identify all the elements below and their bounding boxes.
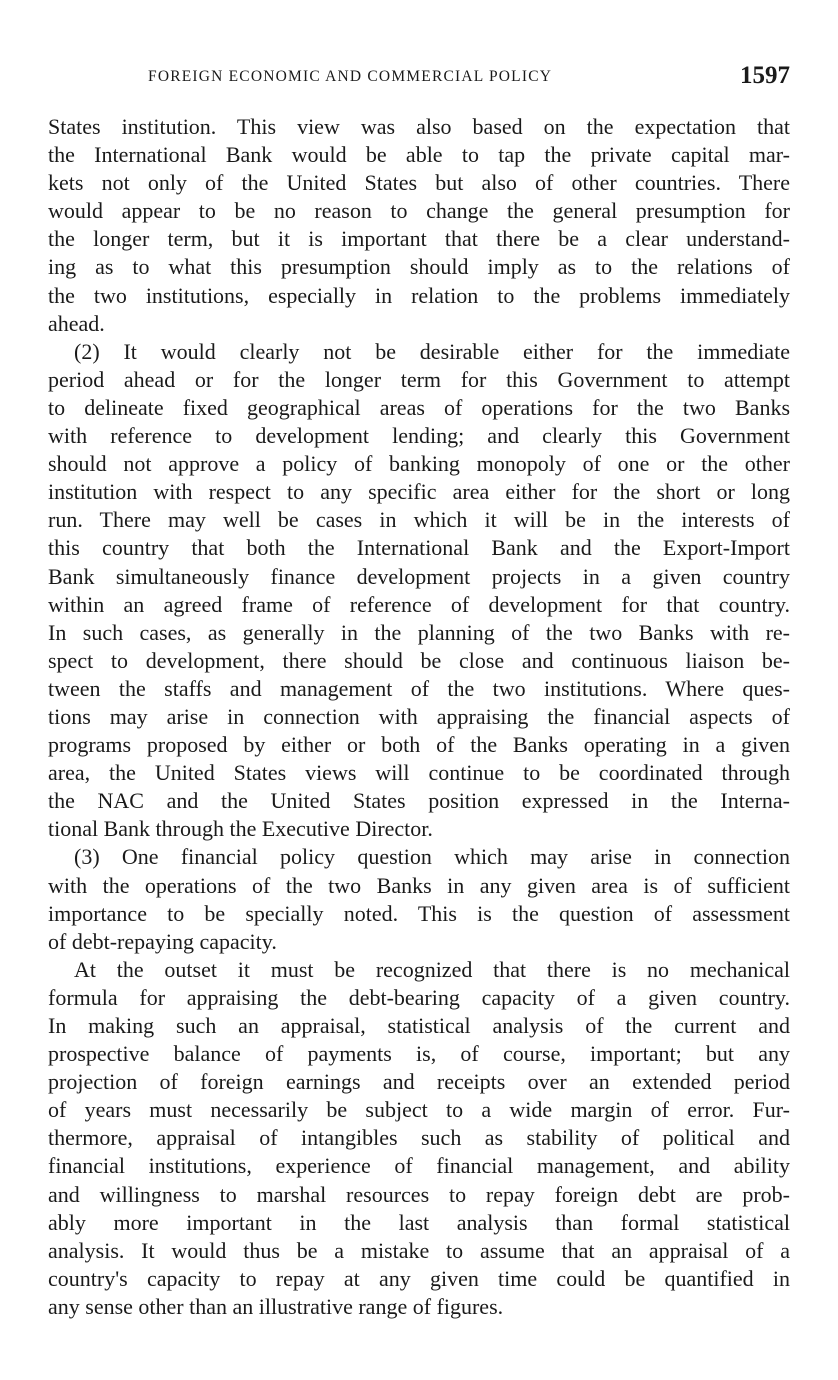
- text-line: thermore, appraisal of intangibles such as stability of political and: [48, 1125, 790, 1151]
- text-line: period ahead or for the longer term for this Government to attempt: [48, 366, 790, 392]
- text-line: within an agreed frame of reference of development for that country.: [48, 591, 790, 617]
- text-line: this country that both the International Bank and the Export-Import: [48, 535, 790, 561]
- text-line: In such cases, as generally in the planning of the two Banks with re-: [48, 619, 790, 645]
- text-line: run. There may well be cases in which it will be in the interests of: [48, 507, 790, 533]
- text-line: tween the staffs and management of the two institutions. Where ques-: [48, 675, 790, 701]
- text-line: to delineate fixed geographical areas of operations for the two Banks: [48, 394, 790, 420]
- text-line: tions may arise in connection with appraising the financial aspects of: [48, 703, 790, 729]
- text-line: would appear to be no reason to change the general presumption for: [48, 198, 790, 224]
- text-line: At the outset it must be recognized that there is no mechanical: [74, 956, 790, 982]
- text-line: area, the United States views will continue to be coordinated through: [48, 760, 790, 786]
- text-line: In making such an appraisal, statistical analysis of the current and: [48, 1013, 790, 1038]
- text-line: formula for appraising the debt-bearing capacity of a given country.: [48, 984, 790, 1010]
- text-line: and willingness to marshal resources to repay foreign debt are prob-: [48, 1181, 790, 1207]
- text-line: Bank simultaneously finance development projects in a given country: [48, 563, 790, 589]
- page-body: [48, 113, 790, 1321]
- text-line: the NAC and the United States position expressed in the Interna-: [48, 788, 790, 814]
- text-line: prospective balance of payments is, of course, important; but any: [48, 1041, 790, 1067]
- text-line: the longer term, but it is important that there be a clear understand-: [48, 226, 790, 252]
- text-line: should not approve a policy of banking monopoly of one or the other: [48, 451, 790, 477]
- text-line: States institution. This view was also based on the expectation that: [48, 114, 790, 139]
- paragraph: [48, 843, 790, 955]
- paragraph: [48, 113, 790, 338]
- running-title: FOREIGN ECONOMIC AND COMMERCIAL POLICY: [148, 68, 553, 85]
- text-line: with the operations of the two Banks in any given area is of sufficient: [48, 872, 790, 898]
- text-line: programs proposed by either or both of the Banks operating in a given: [48, 732, 790, 758]
- paragraph: [48, 956, 790, 1321]
- text-line: (3) One financial policy question which may arise in connection: [74, 844, 790, 870]
- text-line: ably more important in the last analysis than formal statistical: [48, 1209, 790, 1235]
- text-line: financial institutions, experience of financial management, and ability: [48, 1153, 790, 1179]
- text-line: ing as to what this presumption should imply as to the relations of: [48, 254, 790, 280]
- text-line: spect to development, there should be close and continuous liaison be-: [48, 647, 790, 673]
- text-line: (2) It would clearly not be desirable either for the immediate: [74, 338, 790, 364]
- text-line: the two institutions, especially in relation to the problems immediately: [48, 282, 790, 308]
- text-line: ahead.: [48, 310, 105, 336]
- text-line: institution with respect to any specific area either for the short or long: [48, 479, 790, 505]
- text-line: importance to be specially noted. This is the question of assessment: [48, 900, 790, 926]
- paragraph: [48, 338, 790, 844]
- page-header: [48, 62, 790, 96]
- text-line: kets not only of the United States but also of other countries. There: [48, 170, 790, 196]
- page-number: 1597: [740, 62, 790, 89]
- text-line: country's capacity to repay at any given time could be quantified in: [48, 1265, 790, 1291]
- text-line: with reference to development lending; and clearly this Government: [48, 423, 790, 449]
- text-line: tional Bank through the Executive Director.: [48, 816, 433, 842]
- text-line: any sense other than an illustrative range of figures.: [48, 1293, 504, 1319]
- text-line: analysis. It would thus be a mistake to assume that an appraisal of a: [48, 1237, 790, 1263]
- text-line: of debt-repaying capacity.: [48, 928, 277, 954]
- text-line: projection of foreign earnings and receipts over an extended period: [48, 1069, 790, 1095]
- text-line: of years must necessarily be subject to a wide margin of error. Fur-: [48, 1097, 790, 1123]
- text-line: the International Bank would be able to tap the private capital mar-: [48, 142, 790, 168]
